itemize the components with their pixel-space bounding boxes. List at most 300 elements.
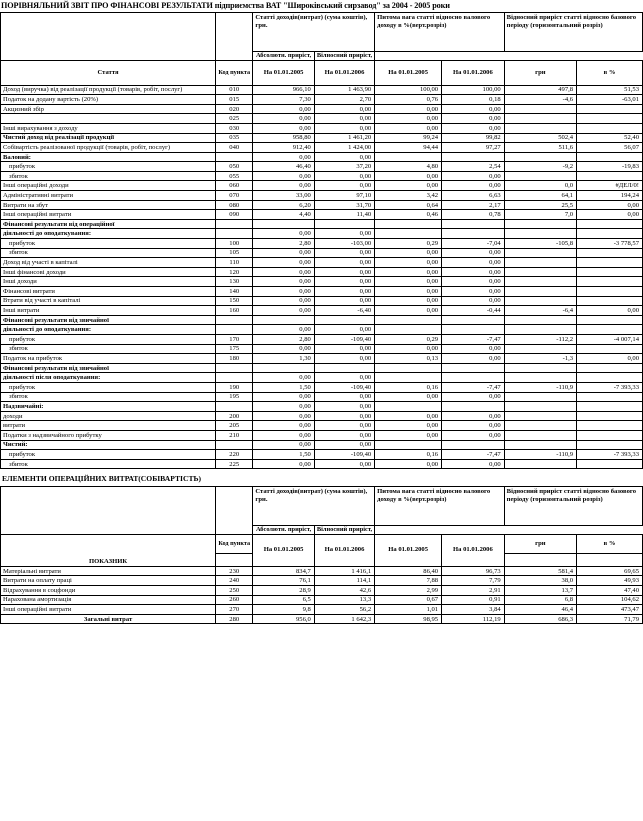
cell-label: діяльності до оподаткування: [1,325,216,335]
cell-a1: 0,00 [253,325,314,335]
cell-c1 [504,315,576,325]
cell-c1 [504,459,576,469]
cell-code: 070 [216,191,253,201]
cell-c2 [577,344,643,354]
cell-c1 [504,440,576,450]
cell-a2: 0,00 [314,258,374,268]
cell-b2: 0,00 [442,258,505,268]
cell-c2 [577,152,643,162]
cell-b1: 0,00 [375,267,442,277]
cell-b2 [442,219,505,229]
cell-b1 [375,402,442,412]
cell-b1: 0,00 [375,430,442,440]
header2-col-share-2005: На 01.01.2005 [375,534,442,566]
cell-b2: 0,78 [442,210,505,220]
cell-c1 [504,421,576,431]
cell-b1: 0,16 [375,450,442,460]
cell-a1: 958,80 [253,133,314,143]
cell-c2 [577,104,643,114]
cell-a2: 1 461,20 [314,133,374,143]
cell-a2: -103,00 [314,239,374,249]
table-row [1,430,643,440]
table-row [1,306,643,316]
cell-code [216,373,253,383]
cell-a2: 56,2 [314,605,374,615]
cell-c1 [504,402,576,412]
table-row [1,162,643,172]
cell-b1: 0,64 [375,200,442,210]
cell-code: 010 [216,85,253,95]
cell-a2: 0,00 [314,402,374,412]
cell-a1: 0,00 [253,277,314,287]
cell-b2: 0,00 [442,267,505,277]
cell-b1: 3,42 [375,191,442,201]
cell-a1: 0,00 [253,267,314,277]
cell-b2: 96,73 [442,566,505,576]
cell-b2: 0,00 [442,392,505,402]
cell-c1 [504,219,576,229]
table-row [1,605,643,615]
cell-c2 [577,229,643,239]
cell-c2 [577,363,643,373]
cell-c1 [504,296,576,306]
cell-c2: 56,07 [577,143,643,153]
cell-label: Матеріальні витрати [1,566,216,576]
cell-c1: -110,9 [504,382,576,392]
cell-a2: 0,00 [314,373,374,383]
cell-a2: 0,00 [314,181,374,191]
cell-a2: 114,1 [314,576,374,586]
cell-b1: 0,00 [375,459,442,469]
cell-a1: 6,20 [253,200,314,210]
cell-c2: 0,00 [577,200,643,210]
cell-b2: 7,79 [442,576,505,586]
cell-b2: 0,00 [442,459,505,469]
cell-b2: 2,54 [442,162,505,172]
cell-a1: 0,00 [253,114,314,124]
table-row [1,459,643,469]
cell-b1 [375,363,442,373]
cell-b1 [375,315,442,325]
cell-b1: 0,00 [375,411,442,421]
header-col-sum-2006: На 01.01.2006 [314,60,374,85]
cell-code: 025 [216,114,253,124]
cell-label: Фінансові результати від звичайної [1,315,216,325]
table-row [1,267,643,277]
cell-code: 230 [216,566,253,576]
cell-c2: 69,65 [577,566,643,576]
cell-b2 [442,315,505,325]
cell-a1: 834,7 [253,566,314,576]
cell-c1: 511,6 [504,143,576,153]
cell-a2: 0,00 [314,287,374,297]
cell-c1: 581,4 [504,566,576,576]
cell-b2: -7,47 [442,450,505,460]
table-row [1,595,643,605]
cell-b1 [375,219,442,229]
cell-b2: 0,00 [442,430,505,440]
cell-c1 [504,287,576,297]
cell-b1: 0,00 [375,344,442,354]
cell-b2: 0,00 [442,114,505,124]
cell-c1 [504,104,576,114]
cell-label: Втрати від участі в капіталі [1,296,216,306]
cell-a1: 1,30 [253,354,314,364]
section-title-operating-costs: ЕЛЕМЕНТИ ОПЕРАЦІЙНИХ ВИТРАТ(СОБІВАРТІСТЬ) [2,474,202,484]
cell-a1: 0,00 [253,411,314,421]
table-row [1,200,643,210]
cell-label: прибуток [1,239,216,249]
cell-b2: -7,47 [442,382,505,392]
table-row [1,363,643,373]
cell-b1 [375,152,442,162]
cell-b2 [442,325,505,335]
cell-b2: -0,44 [442,306,505,316]
table-row [1,143,643,153]
cell-c1: 502,4 [504,133,576,143]
cell-code: 270 [216,605,253,615]
cell-code: 220 [216,450,253,460]
header2-col-article: ПОКАЗНИК [1,534,216,566]
cell-code: 190 [216,382,253,392]
table-row [1,85,643,95]
cell-code: 160 [216,306,253,316]
table-row [1,171,643,181]
cell-c2 [577,267,643,277]
cell-a1: 2,80 [253,334,314,344]
cell-a1: 46,40 [253,162,314,172]
table-row [1,133,643,143]
cell-a2: 0,00 [314,325,374,335]
cell-b1: 0,00 [375,114,442,124]
cell-code: 060 [216,181,253,191]
cell-c2: 0,00 [577,210,643,220]
cell-a2: 0,00 [314,152,374,162]
cell-a2 [314,219,374,229]
cell-label: прибуток [1,450,216,460]
cell-a2: 0,00 [314,459,374,469]
cell-a2: -109,40 [314,450,374,460]
cell-label: збиток [1,344,216,354]
cell-b1 [375,373,442,383]
cell-b2: 6,63 [442,191,505,201]
cell-a2: 1 424,00 [314,143,374,153]
cell-a1: 1,50 [253,382,314,392]
cell-c1 [504,267,576,277]
table-row [1,248,643,258]
cell-code: 170 [216,334,253,344]
cell-c2: 104,62 [577,595,643,605]
table-row [1,219,643,229]
cell-c1: -6,4 [504,306,576,316]
cell-c2: 49,93 [577,576,643,586]
table-row [1,344,643,354]
cell-c2: -7 393,33 [577,382,643,392]
header2-col-abs-unit: грн [504,534,576,553]
cell-c1: -4,6 [504,95,576,105]
cell-code: 260 [216,595,253,605]
cell-a1: 0,00 [253,373,314,383]
table-row [1,296,643,306]
header2-col-share-2006: На 01.01.2006 [442,534,505,566]
header2-abs-spacer [504,553,576,566]
cell-c2 [577,258,643,268]
cell-a1: 0,00 [253,171,314,181]
cell-a1: 76,1 [253,576,314,586]
header-col-article: Стаття [1,60,216,85]
cell-a1: 0,00 [253,181,314,191]
operating-costs-body [1,566,643,624]
cell-c2: 0,00 [577,306,643,316]
cell-b2: 97,27 [442,143,505,153]
cell-c2 [577,402,643,412]
cell-code: 180 [216,354,253,364]
cell-c1: -112,2 [504,334,576,344]
cell-a2: 0,00 [314,114,374,124]
table-row [1,382,643,392]
cell-code: 080 [216,200,253,210]
cell-label: прибуток [1,382,216,392]
cell-b1: 4,80 [375,162,442,172]
table-row [1,450,643,460]
cell-c1 [504,430,576,440]
cell-c1 [504,277,576,287]
cell-b1: 0,00 [375,296,442,306]
cell-b1: 94,44 [375,143,442,153]
cell-label: Інші доходи [1,277,216,287]
cell-b2 [442,152,505,162]
cell-c1: 7,0 [504,210,576,220]
table-row [1,566,643,576]
cell-c2 [577,287,643,297]
cell-a2: 1 416,1 [314,566,374,576]
cell-a1: 0,00 [253,402,314,412]
cell-a2: 0,00 [314,440,374,450]
cell-c2 [577,248,643,258]
cell-b1: 100,00 [375,85,442,95]
cell-a1: 0,00 [253,229,314,239]
cell-b2: 0,00 [442,104,505,114]
cell-code: 105 [216,248,253,258]
cell-code: 210 [216,430,253,440]
cell-b1: 0,00 [375,277,442,287]
cell-c1 [504,229,576,239]
cell-code: 150 [216,296,253,306]
cell-c2 [577,114,643,124]
cell-b1: 0,76 [375,95,442,105]
cell-b1: 0,00 [375,181,442,191]
cell-c1 [504,114,576,124]
table-row [1,114,643,124]
cell-a2: 42,6 [314,586,374,596]
cell-a2: 0,00 [314,296,374,306]
financial-results-table [0,12,643,469]
cell-c1: 0,0 [504,181,576,191]
cell-c1: 64,1 [504,191,576,201]
cell-code: 120 [216,267,253,277]
cell-label: Відрахування в соцфонди [1,586,216,596]
cell-a2: 0,00 [314,229,374,239]
cell-label: Витрати на оплату праці [1,576,216,586]
cell-a1: 4,40 [253,210,314,220]
cell-c2 [577,440,643,450]
cell-c2: #ДЕЛ/0! [577,181,643,191]
cell-a1: 2,80 [253,239,314,249]
header2-abs-growth: Абсолютн. приріст, [253,526,314,535]
cell-label: Фінансові витрати [1,287,216,297]
cell-a1: 0,00 [253,421,314,431]
cell-c1 [504,373,576,383]
cell-code: 195 [216,392,253,402]
table-row [1,191,643,201]
cell-b2 [442,363,505,373]
cell-a1: 0,00 [253,123,314,133]
table-row [1,181,643,191]
header-col-share-2006: На 01.01.2006 [442,60,505,85]
cell-c1: 13,7 [504,586,576,596]
cell-c2 [577,392,643,402]
header2-rel-growth: Вілносний приріст, [314,526,374,535]
cell-code [216,440,253,450]
cell-b2: 0,91 [442,595,505,605]
cell-a1: 0,00 [253,344,314,354]
cell-label: Акцизний збір [1,104,216,114]
cell-a2: 0,00 [314,430,374,440]
cell-b2: 0,00 [442,248,505,258]
cell-c2 [577,373,643,383]
cell-a2: 0,00 [314,344,374,354]
cell-code [216,363,253,373]
table-row [1,210,643,220]
header-abs-growth [253,52,314,61]
cell-label: Надзвичайні: [1,402,216,412]
cell-b2: 0,00 [442,421,505,431]
cell-a1: 0,00 [253,296,314,306]
cell-a2: -6,40 [314,306,374,316]
cell-b2: 0,00 [442,344,505,354]
table-row [1,277,643,287]
cell-code: 050 [216,162,253,172]
cell-a1: 6,5 [253,595,314,605]
cell-label: прибуток [1,162,216,172]
cell-b1: 1,01 [375,605,442,615]
cell-c2 [577,171,643,181]
cell-a2: -109,40 [314,334,374,344]
cell-label: витрати [1,421,216,431]
cell-b2: 0,00 [442,287,505,297]
cell-a1: 966,10 [253,85,314,95]
cell-b2: -7,47 [442,334,505,344]
cell-c2 [577,430,643,440]
cell-code [216,219,253,229]
cell-b1: 0,13 [375,354,442,364]
cell-c1: -105,8 [504,239,576,249]
cell-c2: -7 393,33 [577,450,643,460]
header-col-share-2005: На 01.01.2005 [375,60,442,85]
cell-label: збиток [1,459,216,469]
cell-a2: 2,70 [314,95,374,105]
cell-b1: 0,00 [375,306,442,316]
cell-a1: 0,00 [253,440,314,450]
cell-label: Інші операційні витрати [1,210,216,220]
table-row [1,229,643,239]
cell-c2: 473,47 [577,605,643,615]
cell-b2: 0,00 [442,411,505,421]
cell-label: Собівартість реалізованої продукції (товарів, робіт, послуг) [1,143,216,153]
cell-c1 [504,411,576,421]
cell-label: Доход від участі в капіталі [1,258,216,268]
cell-code: 090 [216,210,253,220]
cell-b2: 112,19 [442,614,505,624]
cell-c1: -9,2 [504,162,576,172]
cell-b2 [442,373,505,383]
cell-code: 205 [216,421,253,431]
cell-code: 130 [216,277,253,287]
document-title: ПОРІВНЯЛЬНИЙ ЗВІТ ПРО ФІНАНСОВІ РЕЗУЛЬТАТИ підприємства ВАТ "Широківський сирзавод" за 2004 - 2005 роки [1,1,450,10]
cell-a1: 33,00 [253,191,314,201]
cell-c2: 51,53 [577,85,643,95]
table-row [1,258,643,268]
cell-b2: 0,00 [442,296,505,306]
table-row [1,123,643,133]
cell-label: діяльності після оподаткування: [1,373,216,383]
table-row [1,421,643,431]
table-row [1,315,643,325]
cell-c2: -19,83 [577,162,643,172]
cell-c2: -4 007,14 [577,334,643,344]
cell-c2 [577,277,643,287]
cell-label: Адміністративні витрати [1,191,216,201]
cell-c1: -1,3 [504,354,576,364]
cell-label: збиток [1,248,216,258]
cell-b2: 2,91 [442,586,505,596]
cell-b1: 0,00 [375,392,442,402]
cell-label: діяльності до оподаткування: [1,229,216,239]
header2-group-sums: Статті доходів(витрат) (сума коштів), грн. [253,487,375,526]
cell-a1: 0,00 [253,248,314,258]
cell-c1: -110,9 [504,450,576,460]
header-col-code: Код пункта [216,60,253,85]
cell-a2: 0,00 [314,123,374,133]
cell-label [1,114,216,124]
table-row [1,334,643,344]
cell-c1 [504,258,576,268]
table-row [1,411,643,421]
cell-a2 [314,363,374,373]
cell-a2: 1 463,90 [314,85,374,95]
cell-c2 [577,421,643,431]
cell-label: Податок на прибуток [1,354,216,364]
financial-results-body [1,85,643,469]
cell-c2: 71,79 [577,614,643,624]
cell-c2 [577,325,643,335]
cell-a1: 9,8 [253,605,314,615]
table-row [1,392,643,402]
header-abs-growth-label: Абсолютн. приріст, [256,52,312,59]
cell-b1: 99,24 [375,133,442,143]
cell-b1: 0,00 [375,171,442,181]
cell-label: Фінансові результати від звичайної [1,363,216,373]
cell-b1: 0,67 [375,595,442,605]
cell-b1: 0,00 [375,421,442,431]
cell-a1: 0,00 [253,152,314,162]
cell-a1 [253,219,314,229]
table-row [1,402,643,412]
cell-code: 175 [216,344,253,354]
cell-c1: 497,8 [504,85,576,95]
cell-b1: 86,40 [375,566,442,576]
cell-code: 030 [216,123,253,133]
